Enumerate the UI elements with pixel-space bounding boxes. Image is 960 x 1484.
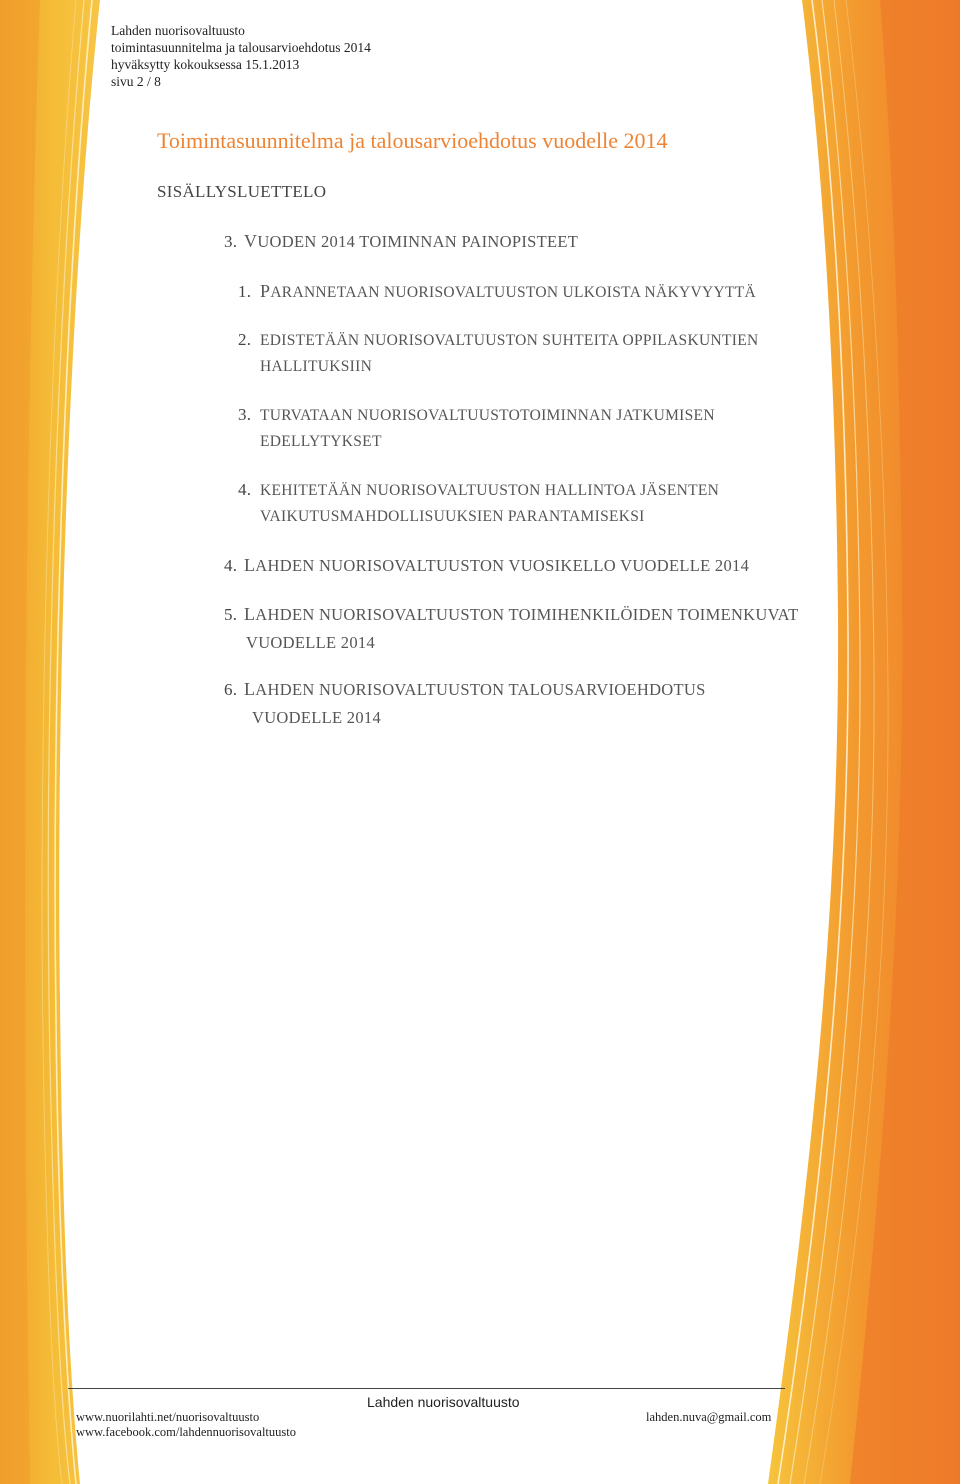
toc-entry-number: 5.: [224, 605, 238, 624]
toc-entry[interactable]: [224, 679, 706, 728]
toc-entry-number: 3.: [238, 405, 252, 424]
toc-entry-text: AHDEN NUORISOVALTUUSTON TALOUSARVIOEHDOTUS: [255, 680, 706, 699]
toc-entry-lead: L: [244, 679, 256, 699]
toc-entry-number: 3.: [224, 232, 238, 251]
toc-entry-number: 2.: [238, 330, 252, 349]
toc-entry-text-continued: HALLITUKSIIN: [260, 358, 373, 375]
toc-entry-number: 4.: [224, 556, 238, 575]
toc-entry[interactable]: [238, 480, 719, 526]
header-page-number: sivu 2 / 8: [111, 74, 161, 89]
toc-entry-text: KEHITETÄÄN NUORISOVALTUUSTON HALLINTOA JÄSENTEN: [260, 482, 720, 499]
document-title: Toimintasuunnitelma ja talousarvioehdotus vuodelle 2014: [157, 128, 668, 153]
footer-website-link[interactable]: www.nuorilahti.net/nuorisovaltuusto: [76, 1410, 260, 1424]
toc-entry-text: ARANNETAAN NUORISOVALTUUSTON ULKOISTA NÄKYVYYTTÄ: [270, 284, 756, 301]
toc-entry[interactable]: [224, 604, 798, 653]
footer-divider: [68, 1388, 785, 1389]
toc-heading: SISÄLLYSLUETTELO: [157, 182, 327, 201]
toc-entry[interactable]: [238, 330, 758, 376]
toc-entry-text-continued: VAIKUTUSMAHDOLLISUUKSIEN PARANTAMISEKSI: [260, 508, 645, 525]
header-approved: hyväksytty kokouksessa 15.1.2013: [111, 57, 300, 72]
page-header: [111, 22, 371, 90]
toc-entry-text-continued: VUODELLE 2014: [246, 633, 376, 652]
toc-entry[interactable]: [224, 231, 578, 252]
toc-entry[interactable]: [238, 281, 756, 302]
toc-entry-number: 6.: [224, 680, 238, 699]
toc-entry-text-continued: EDELLYTYKSET: [260, 433, 382, 450]
toc-entry-number: 1.: [238, 282, 252, 301]
toc-entry[interactable]: [238, 405, 715, 451]
toc-entry[interactable]: [224, 555, 749, 576]
header-org: Lahden nuorisovaltuusto: [111, 23, 245, 38]
toc-entry-lead: L: [244, 555, 256, 575]
header-doc: toimintasuunnitelma ja talousarvioehdotus 2014: [111, 40, 371, 55]
toc-entry-text: AHDEN NUORISOVALTUUSTON VUOSIKELLO VUODELLE 2014: [255, 556, 750, 575]
footer-facebook-link[interactable]: www.facebook.com/lahdennuorisovaltuusto: [76, 1425, 296, 1439]
footer-org: Lahden nuorisovaltuusto: [367, 1394, 520, 1410]
toc-entry-text-continued: VUODELLE 2014: [252, 708, 382, 727]
toc-entry-text: EDISTETÄÄN NUORISOVALTUUSTON SUHTEITA OPPILASKUNTIEN: [260, 332, 759, 349]
toc-entry-text: TURVATAAN NUORISOVALTUUSTOTOIMINNAN JATKUMISEN: [260, 407, 715, 424]
toc-entry-text: UODEN 2014 TOIMINNAN PAINOPISTEET: [257, 232, 579, 251]
toc-entry-number: 4.: [238, 480, 252, 499]
toc-entry-text: AHDEN NUORISOVALTUUSTON TOIMIHENKILÖIDEN TOIMENKUVAT: [255, 605, 799, 624]
toc-entry-lead: V: [244, 231, 258, 251]
toc-entry-lead: P: [260, 281, 271, 301]
footer-email-link[interactable]: lahden.nuva@gmail.com: [646, 1410, 772, 1424]
footer-links: [76, 1410, 296, 1440]
toc-entry-lead: L: [244, 604, 256, 624]
